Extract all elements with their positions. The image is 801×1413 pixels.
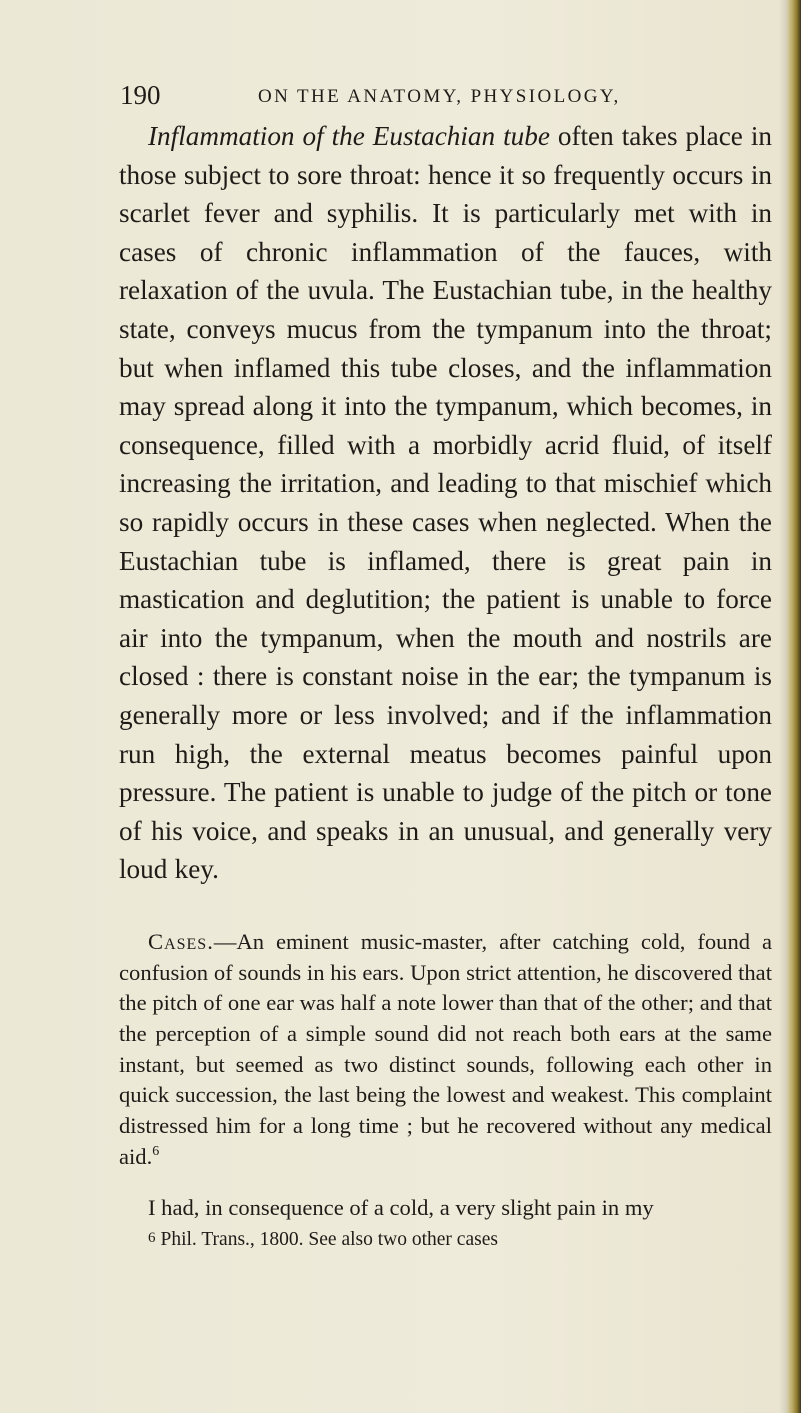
footnote-marker: 6 <box>148 1230 156 1247</box>
cases-text: —An eminent music-master, after catching cold, found a confusion of sounds in his ears. Upon strict attention, he discovered that the pitch of one ear was half a note lower than that of the other; and that the perception of a simple sound did not reach both ears at the same instant, but seemed as two distinct sounds, following each other in quick succession, the last being the lowest and weakest. This complaint distressed him for a long time ; but he recovered without any medical aid. <box>119 928 772 1169</box>
paragraph-next: I had, in consequence of a cold, a very slight pain in my <box>148 1194 654 1220</box>
page-edge-shadow <box>779 0 787 1413</box>
paragraph-inflammation <box>119 117 772 889</box>
footnote-text: Phil. Trans., 1800. See also two other cases <box>160 1229 498 1251</box>
page-binding-edge <box>787 0 801 1413</box>
page-header <box>120 80 760 120</box>
footnote <box>119 1225 772 1253</box>
italic-lead: Inflammation of the Eustachian tube <box>148 121 550 151</box>
paragraph-text: often takes place in those subject to sore throat: hence it so frequently occurs in scarlet fever and syphilis. It is particularly met with in cases of chronic inflammation of the fauces, with relaxation of the uvula. The Eustachian tube, in the healthy state, conveys mucus from the tympanum into the throat; but when inflamed this tube closes, and the inflammation may spread along it into the tympanum, which becomes, in consequence, filled with a morbidly acrid fluid, of itself increasing the irritation, and leading to that mischief which so rapidly occurs in these cases when neglected. When the Eustachian tube is inflamed, there is great pain in mastication and deglutition; the patient is unable to force air into the tympanum, when the mouth and nostrils are closed : there is constant noise in the ear; the tympanum is generally more or less involved; and if the inflammation run high, the external meatus becomes painful upon pressure. The patient is unable to judge of the pitch or tone of his voice, and speaks in an unusual, and generally very loud key. <box>119 121 772 885</box>
running-head: ON THE ANATOMY, PHYSIOLOGY, <box>258 86 621 107</box>
page-number: 190 <box>120 80 161 110</box>
footnote-reference: 6 <box>152 1143 160 1159</box>
paragraph-cases <box>119 927 772 1173</box>
cases-heading: Cases. <box>148 928 214 954</box>
body-text <box>119 117 772 1253</box>
